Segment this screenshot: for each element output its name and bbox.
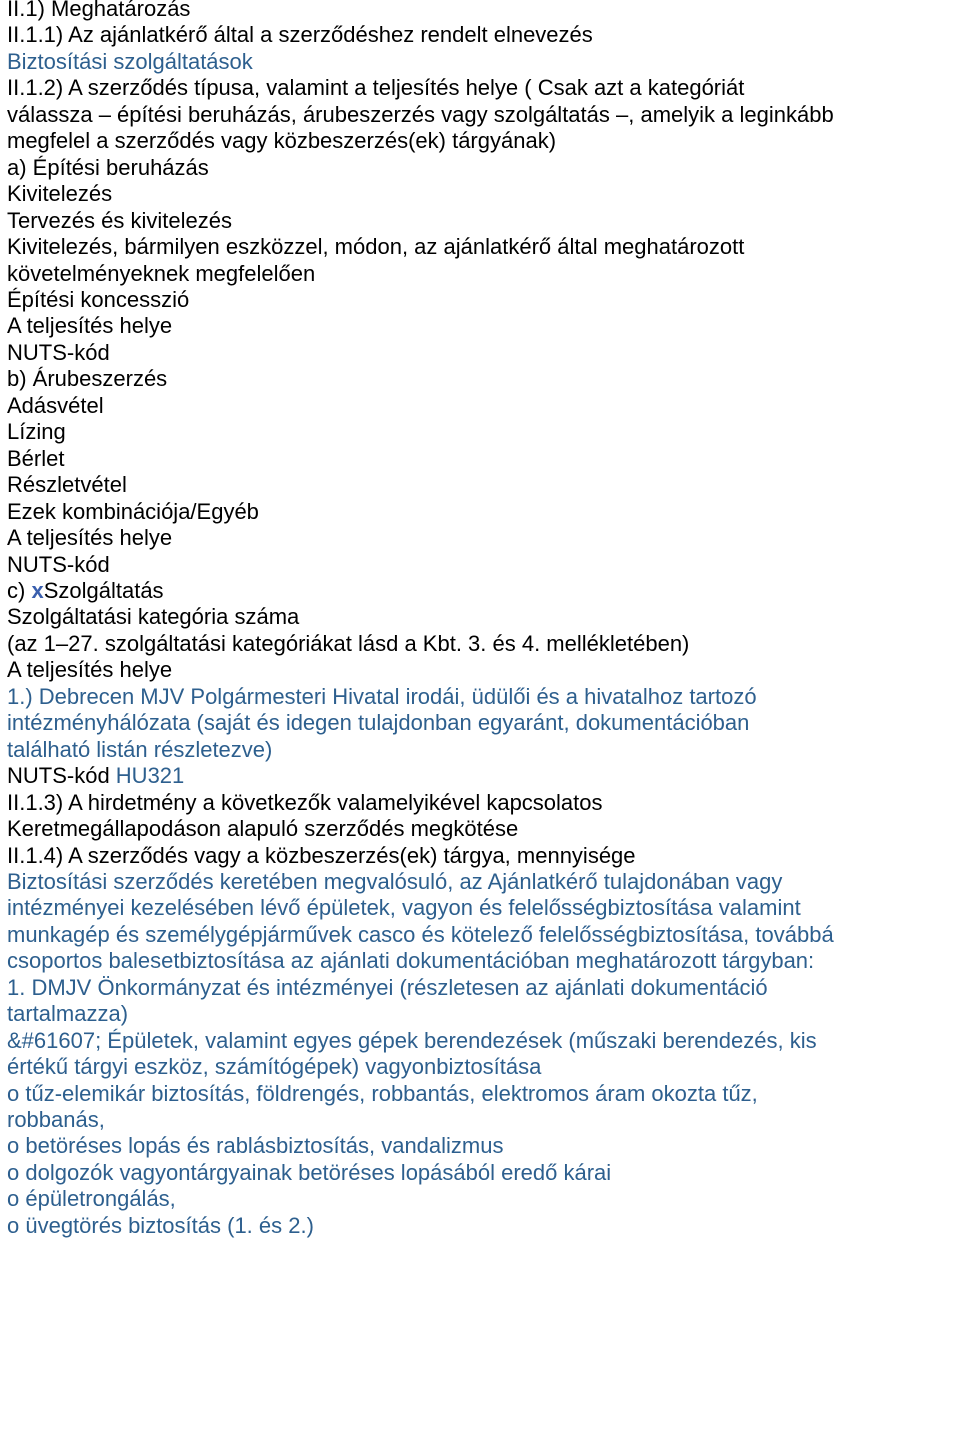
text-line: II.1.2) A szerződés típusa, valamint a teljesítés helye ( Csak azt a kategóriát — [7, 75, 745, 101]
text-line: Bérlet — [7, 445, 65, 471]
text-line: Tervezés és kivitelezés — [7, 207, 232, 233]
text-line: Adásvétel — [7, 392, 104, 418]
text-line: NUTS-kód — [7, 551, 110, 577]
text-line: 1. DMJV Önkormányzat és intézményei (részletesen az ajánlati dokumentáció — [7, 974, 768, 1000]
text-line: o tűz-elemikár biztosítás, földrengés, robbantás, elektromos áram okozta tűz, — [7, 1080, 758, 1106]
text-line: Építési koncesszió — [7, 286, 190, 312]
service-label: Szolgáltatás — [43, 577, 164, 603]
text-line: 1.) Debrecen MJV Polgármesteri Hivatal irodái, üdülői és a hivatalhoz tartozó — [7, 683, 757, 709]
text-line: o dolgozók vagyontárgyainak betöréses lopásából eredő kárai — [7, 1159, 612, 1185]
text-line: intézményhálózata (saját és idegen tulajdonban egyaránt, dokumentációban — [7, 710, 750, 736]
service-prefix: c) — [7, 577, 32, 603]
nuts-label: NUTS-kód — [7, 763, 116, 789]
section-2-1-block — [7, 0, 960, 580]
text-line: A teljesítés helye — [7, 525, 173, 551]
text-line: NUTS-kód — [7, 339, 110, 365]
text-line: A teljesítés helye — [7, 313, 173, 339]
text-line: megfelel a szerződés vagy közbeszerzés(ek) tárgyának) — [7, 128, 557, 154]
text-line: II.1) Meghatározás — [7, 0, 191, 21]
text-line: o üvegtörés biztosítás (1. és 2.) — [7, 1212, 314, 1238]
text-line: A teljesítés helye — [7, 657, 173, 683]
nuts-value: HU321 — [115, 763, 185, 789]
text-line: b) Árubeszerzés — [7, 366, 168, 392]
text-line: &#61607; Épületek, valamint egyes gépek berendezések (műszaki berendezés, kis — [7, 1027, 817, 1053]
text-line: Biztosítási szerződés keretében megvalósuló, az Ajánlatkérő tulajdonában vagy — [7, 868, 783, 894]
text-line: Kivitelezés — [7, 181, 113, 207]
text-line: II.1.4) A szerződés vagy a közbeszerzés(ek) tárgya, mennyisége — [7, 842, 636, 868]
text-line: tartalmazza) — [7, 1001, 129, 1027]
text-line: Szolgáltatási kategória száma — [7, 604, 300, 630]
text-line: o betöréses lopás és rablásbiztosítás, vandalizmus — [7, 1133, 504, 1159]
text-line: Ezek kombinációja/Egyéb — [7, 498, 259, 524]
section-2-1-3-block — [7, 788, 960, 1242]
text-line: o épületrongálás, — [7, 1186, 176, 1212]
text-line: (az 1–27. szolgáltatási kategóriákat lásd a Kbt. 3. és 4. mellékletében) — [7, 630, 690, 656]
text-line: munkagép és személygépjárművek casco és kötelező felelősségbiztosítása, továbbá — [7, 921, 834, 947]
text-line: értékű tárgyi eszköz, számítógépek) vagyonbiztosítása — [7, 1054, 542, 1080]
text-line: II.1.3) A hirdetmény a következők valamelyikével kapcsolatos — [7, 789, 603, 815]
text-line: Biztosítási szolgáltatások — [7, 48, 253, 74]
text-line: Keretmegállapodáson alapuló szerződés megkötése — [7, 816, 519, 842]
text-line: Lízing — [7, 419, 66, 445]
text-line: intézményei kezelésében lévő épületek, vagyon és felelősségbiztosítása valamint — [7, 895, 801, 921]
service-details-block — [7, 602, 960, 765]
text-line: válassza – építési beruházás, árubeszerzés vagy szolgáltatás –, amelyik a leginkább — [7, 101, 834, 127]
text-line: található listán részletezve) — [7, 736, 273, 762]
x-mark-icon: x — [31, 577, 44, 603]
text-line: II.1.1) Az ajánlatkérő által a szerződéshez rendelt elnevezés — [7, 22, 593, 48]
text-line: a) Építési beruházás — [7, 154, 209, 180]
text-line: Részletvétel — [7, 472, 127, 498]
text-line: Kivitelezés, bármilyen eszközzel, módon, az ajánlatkérő által meghatározott — [7, 234, 745, 260]
text-line: követelményeknek megfelelően — [7, 260, 316, 286]
text-line: csoportos balesetbiztosítása az ajánlati dokumentációban meghatározott tárgyban: — [7, 948, 815, 974]
text-line: robbanás, — [7, 1107, 105, 1133]
